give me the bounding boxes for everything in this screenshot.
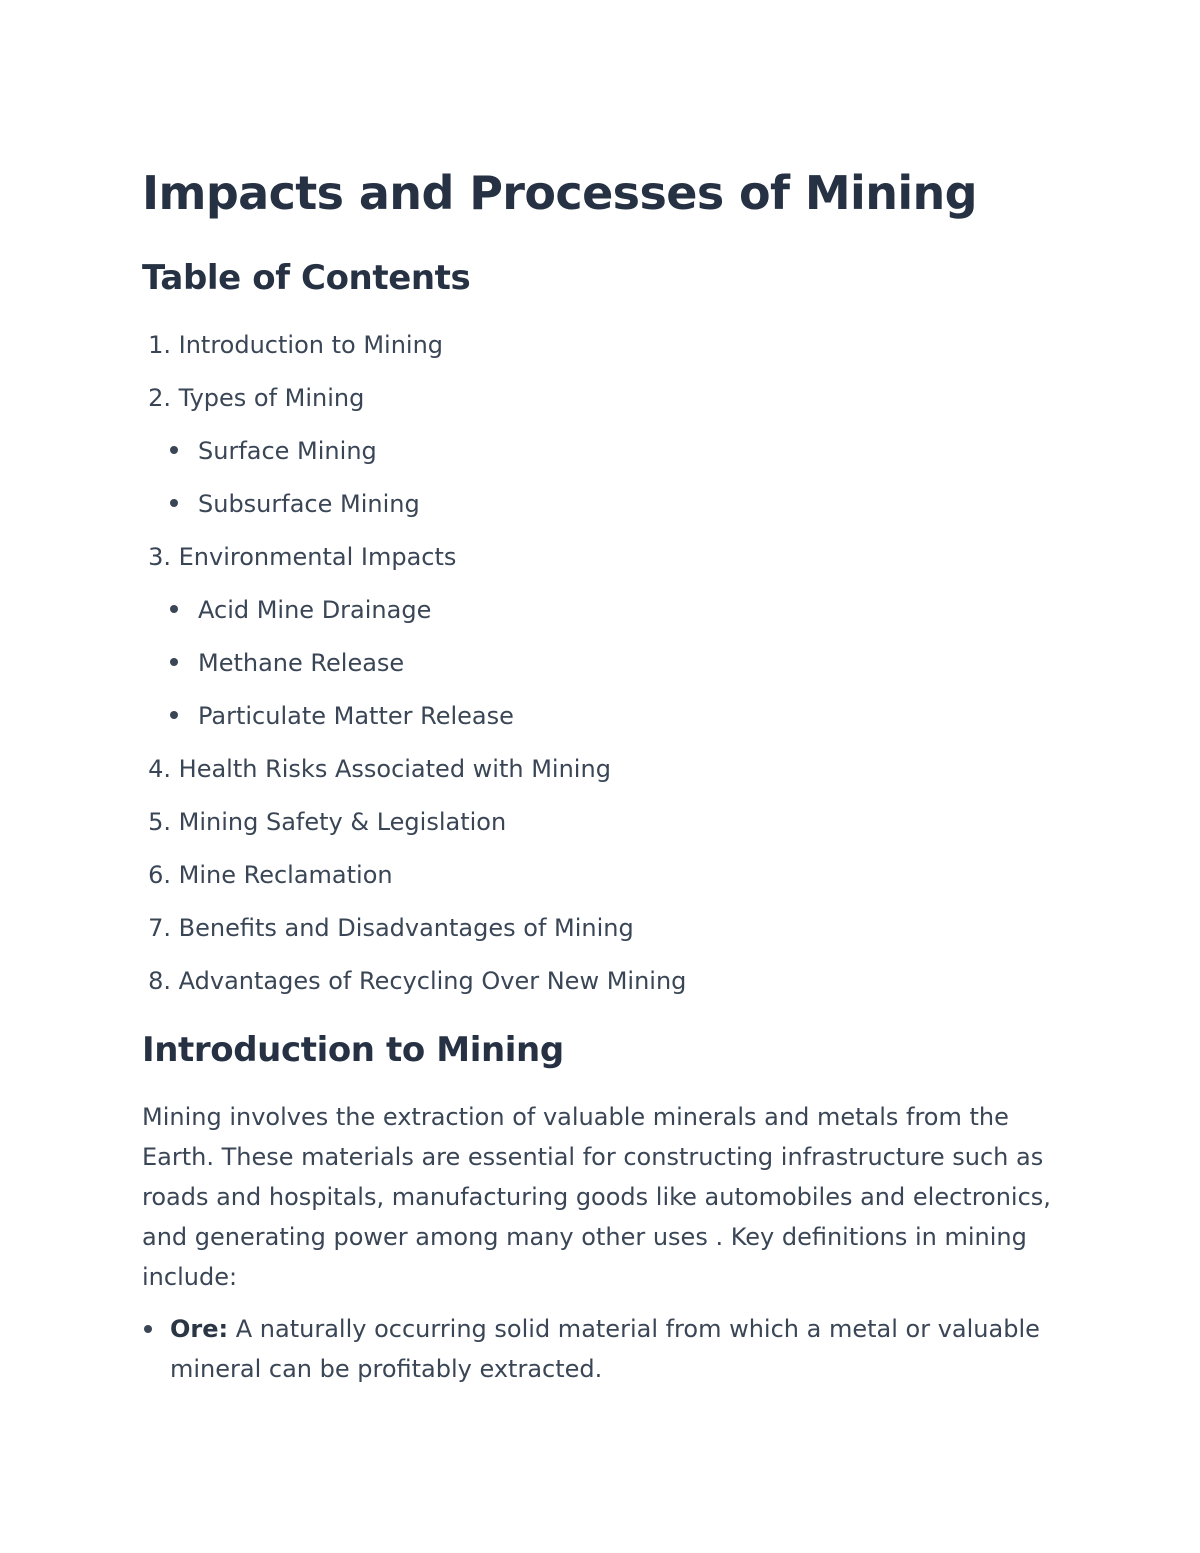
definition-body: A naturally occurring solid material from which a metal or valuable mineral can be profitably extracted. [170,1315,1040,1383]
toc-item-8[interactable] [142,965,686,997]
toc-heading: Table of Contents [142,258,471,298]
toc-subitem-methane-release[interactable] [170,647,404,679]
toc-item-number: 3. [148,543,171,571]
bullet-icon [170,658,178,666]
toc-item-2[interactable] [142,382,364,414]
toc-subitem-label: Particulate Matter Release [198,702,514,730]
toc-item-number: 7. [148,914,171,942]
toc-item-number: 4. [148,755,171,783]
bullet-icon [170,446,178,454]
toc-subitem-surface-mining[interactable] [170,435,377,467]
toc-subitem-label: Surface Mining [198,437,377,465]
toc-item-number: 8. [148,967,171,995]
toc-item-1[interactable] [142,329,443,361]
toc-subitem-label: Subsurface Mining [198,490,420,518]
toc-item-label: Mine Reclamation [178,861,393,889]
definition-text [170,1309,1062,1389]
toc-item-number: 6. [148,861,171,889]
toc-item-label: Advantages of Recycling Over New Mining [178,967,687,995]
bullet-icon [144,1325,152,1333]
toc-item-label: Introduction to Mining [178,331,444,359]
toc-item-6[interactable] [142,859,393,891]
toc-item-label: Benefits and Disadvantages of Mining [178,914,634,942]
toc-item-7[interactable] [142,912,634,944]
bullet-icon [170,499,178,507]
definition-term: Ore: [170,1315,229,1343]
bullet-icon [170,711,178,719]
toc-subitem-acid-mine-drainage[interactable] [170,594,431,626]
document-title: Impacts and Processes of Mining [142,166,977,220]
toc-item-3[interactable] [142,541,456,573]
toc-item-4[interactable] [142,753,611,785]
toc-item-number: 1. [148,331,171,359]
toc-item-label: Mining Safety & Legislation [178,808,507,836]
toc-item-5[interactable] [142,806,506,838]
toc-subitem-label: Acid Mine Drainage [198,596,432,624]
section-heading-introduction: Introduction to Mining [142,1030,564,1070]
bullet-icon [170,605,178,613]
toc-item-label: Health Risks Associated with Mining [178,755,611,783]
intro-paragraph: Mining involves the extraction of valuable minerals and metals from the Earth. These materials are essential for constructing infrastructure such as roads and hospitals, manufacturing goods like automobiles and electronics, and generating power among many other uses . Key definitions in mining include: [142,1103,1051,1291]
toc-item-label: Environmental Impacts [178,543,457,571]
toc-item-label: Types of Mining [178,384,365,412]
toc-item-number: 5. [148,808,171,836]
definition-item-ore [142,1309,1062,1389]
toc-subitem-label: Methane Release [198,649,405,677]
toc-item-number: 2. [148,384,171,412]
toc-subitem-subsurface-mining[interactable] [170,488,420,520]
toc-subitem-particulate-matter-release[interactable] [170,700,514,732]
